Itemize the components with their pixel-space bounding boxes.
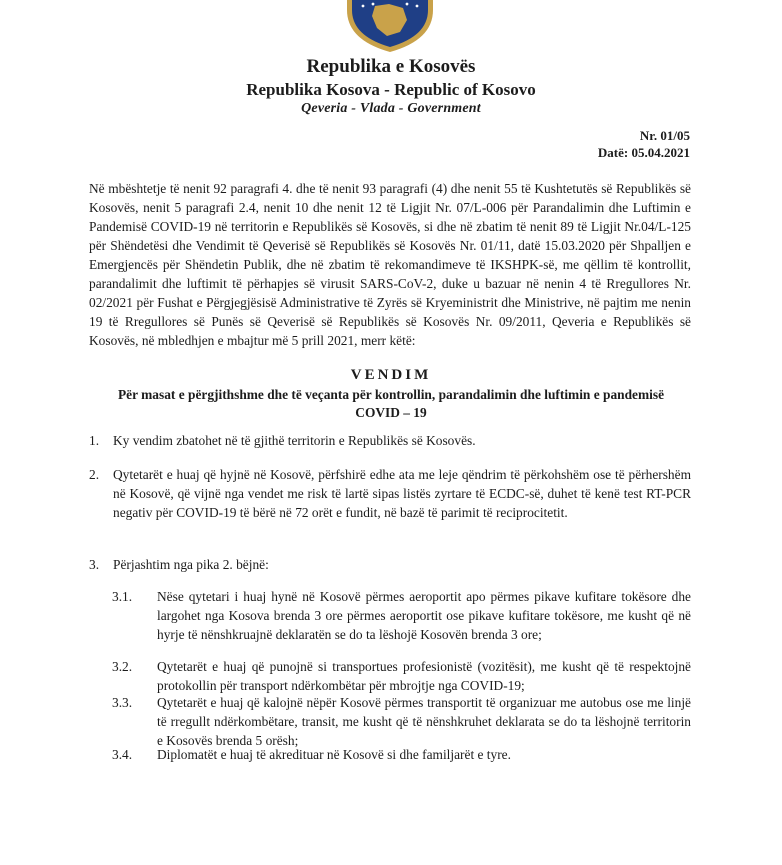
- sub-list-item-number: 3.4.: [112, 747, 133, 762]
- coat-of-arms-seal: [345, 0, 435, 52]
- list-item-number: 1.: [89, 433, 100, 448]
- sub-list-item: [112, 745, 691, 764]
- sub-list-item-text: Qytetarët e huaj që punojnë si transportues profesionistë (vozitësit), me kusht që të respektojnë protokollin për transport ndërkombëtar për mbrojtje nga COVID-19;: [157, 659, 691, 693]
- sub-list-item: [112, 657, 691, 695]
- list-item-text: Ky vendim zbatohet në të gjithë territorin e Republikës së Kosovës.: [113, 433, 476, 448]
- list-item: [89, 465, 691, 522]
- decision-subtitle: Për masat e përgjithshme dhe të veçanta për kontrollin, parandalimin dhe luftimin e pandemisë COVID – 19: [117, 387, 665, 420]
- sub-list-item: [112, 587, 691, 644]
- list-item-text: Përjashtim nga pika 2. bëjnë:: [113, 557, 269, 572]
- document-date: Datë: 05.04.2021: [597, 145, 690, 160]
- header-government: Qeveria - Vlada - Government: [301, 101, 481, 116]
- list-item-number: 3.: [89, 557, 100, 572]
- sub-list-item-number: 3.3.: [112, 695, 133, 710]
- list-item: [89, 555, 691, 574]
- sub-list-item-number: 3.2.: [112, 659, 133, 674]
- list-item-number: 2.: [89, 467, 100, 482]
- intro-paragraph: Në mbështetje të nenit 92 paragrafi 4. dhe të nenit 93 paragrafi (4) dhe nenit 55 të Kushtetutës së Republikës së Kosovës, nenit 5 paragrafi 2.4, nenit 10 dhe nenit 12 të Ligjit Nr. 07/L-006 për Parandalimin dhe Luftimin e Pandemisë COVID-19 në territorin e Republikës së Kosovës, si dhe në zbatim të nenit 89 të Ligjit Nr.04/L-125 për Shëndetësi dhe Vendimit të Qeverisë së Republikës së Kosovës Nr. 01/11, datë 15.03.2020 për Shpalljen e Emergjencës për Shëndetin Publik, dhe në zbatim të rekomandimeve të IKSHPK-së, me qëllim të kontrollit, parandalimit dhe luftimit të përhapjes së virusit SARS-CoV-2, duke u bazuar në nenin 4 të Rregullores Nr. 02/2021 për Fushat e Përgjegjësisë Administrative të Zyrës së Kryeministrit dhe Ministrive, në pajtim me nenin 19 të Rregullores së Punës së Qeverisë së Republikës së Kosovës Nr. 09/2011, Qeveria e Republikës së Kosovës, në mbledhjen e mbajtur më 5 prill 2021, merr këtë:: [89, 181, 691, 348]
- header-republic-albanian: Republika e Kosovës: [306, 56, 476, 77]
- header-republic-serbian-english: Republika Kosova - Republic of Kosovo: [246, 80, 536, 99]
- sub-list-item: [112, 693, 691, 750]
- sub-list-item-number: 3.1.: [112, 589, 133, 604]
- sub-list-item-text: Qytetarët e huaj që kalojnë nëpër Kosovë përmes transportit të organizuar me autobus ose me linjë të rregullt ndërkombëtare, transit, me kusht që të nënshkruhet deklarata se do ta lëshojnë territorin e Kosovës brenda 5 orësh;: [157, 695, 691, 748]
- list-item-text: Qytetarët e huaj që hyjnë në Kosovë, përfshirë edhe ata me leje qëndrim të përkohshëm ose të përhershëm në Kosovë, që vijnë nga vendet me risk të lartë sipas listës zyrtare të ECDC-së, duhet të kenë test RT-PCR negativ për COVID-19 të bërë në 72 orët e fundit, në bazë të parimit të reciprocitetit.: [113, 467, 691, 520]
- list-item: [89, 431, 691, 450]
- document-number: Nr. 01/05: [639, 128, 690, 143]
- sub-list-item-text: Nëse qytetari i huaj hynë në Kosovë përmes aeroportit apo përmes pikave kufitare tokësore dhe largohet nga Kosova brenda 3 ore përmes aeroportit ose pikave kufitare tokësore, me kusht që në hyrje të nënshkruajnë deklaratën se do ta lëshojë Kosovën brenda 3 ore;: [157, 589, 691, 642]
- decision-heading: VENDIM: [350, 367, 432, 383]
- sub-list-item-text: Diplomatët e huaj të akredituar në Kosovë si dhe familjarët e tyre.: [157, 747, 511, 762]
